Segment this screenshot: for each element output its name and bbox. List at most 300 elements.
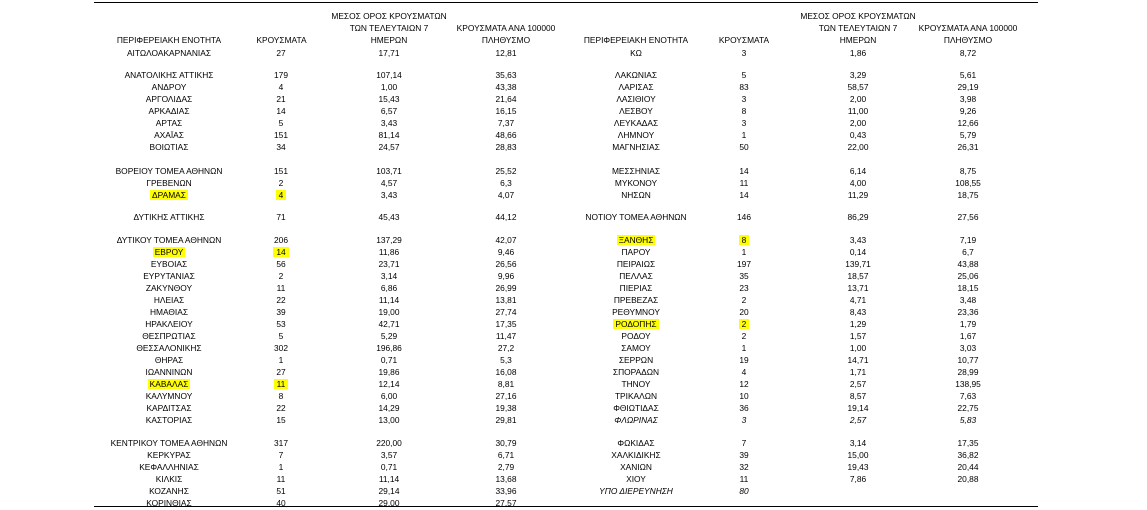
- left-row-cases-cell-text: 39: [276, 307, 286, 317]
- right-row-region-cell-text: ΣΠΟΡΑΔΩΝ: [612, 367, 660, 377]
- left-row-cases-cell-text: 151: [274, 166, 288, 176]
- left-row-avg-cell-text: 3,43: [380, 190, 398, 200]
- left-row-per100k-cell-text: 33,96: [495, 486, 517, 496]
- right-row-region-cell-text: ΜΥΚΟΝΟΥ: [614, 178, 658, 188]
- right-row-avg-cell-text: 14,71: [847, 355, 869, 365]
- right-row-per100k-cell-text: 8,72: [959, 48, 977, 58]
- left-row-region-cell-text: ΑΧΑΪΑΣ: [154, 130, 184, 140]
- header-avg-left-1: ΜΕΣΟΣ ΟΡΟΣ ΚΡΟΥΣΜΑΤΩΝ: [331, 11, 447, 21]
- right-row-per100k-cell: [888, 130, 1048, 140]
- header-avg-left-2: ΤΩΝ ΤΕΛΕΥΤΑΙΩΝ 7: [349, 23, 429, 33]
- left-row-region-cell-text: ΑΝΔΡΟΥ: [151, 82, 187, 92]
- right-row-per100k-cell: [888, 190, 1048, 200]
- right-row-cases-cell-text: 3: [741, 94, 747, 104]
- right-row-avg-cell-text: 1,86: [849, 48, 867, 58]
- right-row-region-cell-text: ΜΑΓΝΗΣΙΑΣ: [612, 142, 660, 152]
- left-row-region-cell-text: ΚΕΝΤΡΙΚΟΥ ΤΟΜΕΑ ΑΘΗΝΩΝ: [110, 438, 228, 448]
- right-row-region-cell-text: ΠΑΡΟΥ: [621, 247, 651, 257]
- left-row-cases-cell-text: 7: [278, 450, 284, 460]
- left-row-avg-cell-text: 45,43: [378, 212, 400, 222]
- right-row-per100k-cell: [888, 295, 1048, 305]
- right-row-region-cell-text: ΥΠΟ ΔΙΕΡΕΥΝΗΣΗ: [599, 486, 673, 496]
- right-row-per100k-cell-text: 36,82: [957, 450, 979, 460]
- left-row-region-cell-text: ΚΑΡΔΙΤΣΑΣ: [146, 403, 192, 413]
- left-row-cases-cell-text: 53: [276, 319, 286, 329]
- right-row-cases-cell-text: 39: [739, 450, 749, 460]
- right-row-per100k-cell: [888, 319, 1048, 329]
- right-row-cases-cell-text: 197: [737, 259, 751, 269]
- left-row-avg-cell-text: 11,14: [378, 474, 400, 484]
- left-row-per100k-cell-text: 4,07: [497, 190, 515, 200]
- left-row-avg-cell-text: 0,71: [380, 355, 398, 365]
- left-row-per100k-cell-text: 13,81: [495, 295, 517, 305]
- left-row-region-cell-text: ΕΒΡΟΥ: [154, 247, 184, 257]
- left-row-avg-cell-text: 24,57: [378, 142, 400, 152]
- left-row-per100k-cell-text: 19,38: [495, 403, 517, 413]
- right-row-per100k-cell: [888, 355, 1048, 365]
- left-row-cases-cell-text: 22: [276, 403, 286, 413]
- right-row-per100k-cell-text: 6,7: [962, 247, 974, 257]
- left-row-per100k-cell-text: 12,81: [495, 48, 517, 58]
- left-row-cases-cell-text: 21: [276, 94, 286, 104]
- left-row-region-cell-text: ΕΥΒΟΙΑΣ: [150, 259, 188, 269]
- right-row-avg-cell-text: 3,14: [849, 438, 867, 448]
- right-row-per100k-cell-text: 3,98: [959, 94, 977, 104]
- right-row-cases-cell-text: 11: [739, 178, 749, 188]
- left-row-cases-cell-text: 317: [274, 438, 288, 448]
- header-avg-right-3: ΗΜΕΡΩΝ: [839, 35, 877, 45]
- right-row-cases-cell-text: 23: [739, 283, 749, 293]
- right-row-avg-cell-text: 1,57: [849, 331, 867, 341]
- right-row-cases-cell-text: 50: [739, 142, 749, 152]
- right-row-avg-cell-text: 2,57: [849, 415, 867, 425]
- right-row-per100k-cell: [888, 142, 1048, 152]
- left-row-avg-cell-text: 3,14: [380, 271, 398, 281]
- left-row-cases-cell-text: 1: [278, 462, 284, 472]
- right-row-per100k-cell-text: 7,19: [959, 235, 977, 245]
- left-row-per100k-cell-text: 27,74: [495, 307, 517, 317]
- right-row-avg-cell-text: 18,57: [847, 271, 869, 281]
- left-row-cases-cell-text: 2: [278, 271, 284, 281]
- right-row-per100k-cell-text: 25,06: [957, 271, 979, 281]
- right-row-per100k-cell-text: 5,79: [959, 130, 977, 140]
- right-row-cases-cell-text: 10: [739, 391, 749, 401]
- left-row-cases-cell-text: 15: [276, 415, 286, 425]
- left-row-cases-cell-text: 206: [274, 235, 288, 245]
- right-row-per100k-cell-text: 27,56: [957, 212, 979, 222]
- left-row-avg-cell-text: 23,71: [378, 259, 400, 269]
- right-row-avg-cell-text: 15,00: [847, 450, 869, 460]
- right-row-cases-cell-text: 2: [739, 319, 750, 329]
- right-row-per100k-cell: [888, 438, 1048, 448]
- left-row-cases-cell-text: 8: [278, 391, 284, 401]
- right-row-region-cell-text: ΠΙΕΡΙΑΣ: [619, 283, 653, 293]
- left-row-cases-cell-text: 2: [278, 178, 284, 188]
- right-row-cases-cell-text: 3: [741, 118, 747, 128]
- right-row-avg-cell-text: 11,00: [847, 106, 869, 116]
- left-row-per100k-cell-text: 2,79: [497, 462, 515, 472]
- left-row-region-cell-text: ΚΑΛΥΜΝΟΥ: [145, 391, 193, 401]
- right-row-per100k-cell-text: 138,95: [955, 379, 981, 389]
- left-row-region-cell-text: ΔΡΑΜΑΣ: [152, 190, 186, 200]
- left-row-region-cell-text: ΑΡΓΟΛΙΔΑΣ: [145, 94, 193, 104]
- right-row-per100k-cell-text: 3,03: [959, 343, 977, 353]
- left-row-per100k-cell-text: 9,46: [497, 247, 515, 257]
- header-per100k-right-2: ΠΛΗΘΥΣΜΟ: [943, 35, 993, 45]
- right-row-per100k-cell-text: 28,99: [957, 367, 979, 377]
- right-row-region-cell-text: ΧΑΛΚΙΔΙΚΗΣ: [611, 450, 661, 460]
- right-row-per100k-cell-text: 5,61: [959, 70, 977, 80]
- left-row-cases-cell-text: 5: [278, 118, 284, 128]
- left-row-cases-cell-text: 302: [274, 343, 288, 353]
- right-row-per100k-cell-text: 1,79: [959, 319, 977, 329]
- left-row-cases-cell-text: 51: [276, 486, 286, 496]
- header-region-right: ΠΕΡΙΦΕΡΕΙΑΚΗ ΕΝΟΤΗΤΑ: [583, 35, 689, 45]
- left-row-region-cell-text: ΔΥΤΙΚΗΣ ΑΤΤΙΚΗΣ: [133, 212, 205, 222]
- left-row-per100k-cell-text: 6,71: [497, 450, 515, 460]
- left-row-region-cell-text: ΘΕΣΣΑΛΟΝΙΚΗΣ: [136, 343, 202, 353]
- left-row-cases-cell-text: 11: [276, 283, 286, 293]
- right-row-avg-cell-text: 7,86: [849, 474, 867, 484]
- right-row-region-cell-text: ΣΑΜΟΥ: [621, 343, 651, 353]
- right-row-avg-cell-text: 6,14: [849, 166, 867, 176]
- left-row-cases-cell-text: 4: [276, 190, 287, 200]
- left-row-per100k-cell-text: 13,68: [495, 474, 517, 484]
- left-row-avg-cell-text: 6,57: [380, 106, 398, 116]
- right-row-per100k-cell: [888, 212, 1048, 222]
- right-row-cases-cell: [664, 486, 824, 496]
- right-row-avg-cell-text: 3,29: [849, 70, 867, 80]
- header-avg-right-1: ΜΕΣΟΣ ΟΡΟΣ ΚΡΟΥΣΜΑΤΩΝ: [800, 11, 916, 21]
- left-row-per100k-cell-text: 42,07: [495, 235, 517, 245]
- left-row-avg-cell-text: 19,00: [378, 307, 400, 317]
- left-row-avg-cell-text: 11,14: [378, 295, 400, 305]
- right-row-cases-cell-text: 11: [739, 474, 749, 484]
- left-row-cases-cell-text: 27: [276, 48, 286, 58]
- right-row-per100k-cell: [888, 391, 1048, 401]
- right-row-per100k-cell: [888, 379, 1048, 389]
- right-row-cases-cell-text: 3: [741, 48, 747, 58]
- left-row-avg-cell-text: 11,86: [378, 247, 400, 257]
- header-avg-right-2: ΤΩΝ ΤΕΛΕΥΤΑΙΩΝ 7: [818, 23, 898, 33]
- right-row-cases-cell-text: 12: [739, 379, 749, 389]
- left-row-cases-cell-text: 151: [274, 130, 288, 140]
- left-row-per100k-cell-text: 35,63: [495, 70, 517, 80]
- left-row-per100k-cell-text: 21,64: [495, 94, 517, 104]
- right-row-avg-cell-text: 0,43: [849, 130, 867, 140]
- left-row-region-cell-text: ΑΡΚΑΔΙΑΣ: [148, 106, 190, 116]
- left-row-cases-cell-text: 22: [276, 295, 286, 305]
- right-row-per100k-cell: [888, 82, 1048, 92]
- right-row-per100k-cell-text: 17,35: [957, 438, 979, 448]
- right-row-per100k-cell-text: 9,26: [959, 106, 977, 116]
- right-row-per100k-cell: [888, 343, 1048, 353]
- right-row-per100k-cell: [888, 48, 1048, 58]
- right-row-per100k-cell-text: 12,66: [957, 118, 979, 128]
- left-row-region-cell-text: ΘΗΡΑΣ: [154, 355, 184, 365]
- left-row-avg-cell-text: 13,00: [378, 415, 400, 425]
- left-row-per100k-cell-text: 30,79: [495, 438, 517, 448]
- right-row-region-cell-text: ΦΘΙΩΤΙΔΑΣ: [613, 403, 659, 413]
- left-row-avg-cell-text: 137,29: [376, 235, 402, 245]
- left-row-avg-cell-text: 5,29: [380, 331, 398, 341]
- right-row-per100k-cell: [888, 94, 1048, 104]
- left-row-avg-cell-text: 3,43: [380, 118, 398, 128]
- left-row-per100k-cell-text: 44,12: [495, 212, 517, 222]
- left-row-region-cell-text: ΑΡΤΑΣ: [155, 118, 183, 128]
- header-region-left: ΠΕΡΙΦΕΡΕΙΑΚΗ ΕΝΟΤΗΤΑ: [116, 35, 222, 45]
- right-row-per100k-cell: [888, 247, 1048, 257]
- header-cases-left: ΚΡΟΥΣΜΑΤΑ: [256, 35, 307, 45]
- right-row-per100k-cell: [888, 462, 1048, 472]
- left-row-cases-cell-text: 14: [273, 247, 288, 257]
- left-row-per100k-cell-text: 27,57: [495, 498, 517, 508]
- right-row-cases-cell-text: 2: [741, 331, 747, 341]
- left-row-per100k-cell-text: 5,3: [500, 355, 512, 365]
- right-row-cases-cell-text: 2: [741, 295, 747, 305]
- right-row-per100k-cell-text: 20,88: [957, 474, 979, 484]
- right-row-per100k-cell: [888, 403, 1048, 413]
- right-row-region-cell-text: ΛΑΡΙΣΑΣ: [618, 82, 654, 92]
- left-row-cases-cell-text: 11: [274, 379, 289, 389]
- left-row-per100k-cell-text: 29,81: [495, 415, 517, 425]
- right-row-per100k-cell: [888, 118, 1048, 128]
- right-row-cases-cell-text: 19: [739, 355, 749, 365]
- left-row-avg-cell-text: 19,86: [378, 367, 400, 377]
- right-row-avg-cell-text: 1,71: [849, 367, 867, 377]
- right-row-per100k-cell-text: 108,55: [955, 178, 981, 188]
- right-row-cases-cell-text: 1: [741, 130, 747, 140]
- left-row-avg-cell-text: 6,00: [380, 391, 398, 401]
- left-row-cases-cell-text: 14: [276, 106, 286, 116]
- right-row-avg-cell-text: 0,14: [849, 247, 867, 257]
- right-row-avg-cell-text: 11,29: [847, 190, 869, 200]
- left-row-region-cell-text: ΕΥΡΥΤΑΝΙΑΣ: [143, 271, 195, 281]
- right-row-region-cell-text: ΠΕΙΡΑΙΩΣ: [616, 259, 656, 269]
- right-row-per100k-cell: [888, 178, 1048, 188]
- right-row-per100k-cell-text: 3,48: [959, 295, 977, 305]
- left-row-region-cell-text: ΚΕΡΚΥΡΑΣ: [147, 450, 191, 460]
- right-row-per100k-cell-text: 7,63: [959, 391, 977, 401]
- left-row-per100k-cell-text: 43,38: [495, 82, 517, 92]
- right-row-cases-cell-text: 7: [741, 438, 747, 448]
- right-row-region-cell-text: ΝΗΣΩΝ: [621, 190, 651, 200]
- right-row-avg-cell-text: 4,71: [849, 295, 867, 305]
- left-row-region-cell-text: ΒΟΡΕΙΟΥ ΤΟΜΕΑ ΑΘΗΝΩΝ: [115, 166, 223, 176]
- right-row-region-cell-text: ΛΕΣΒΟΥ: [619, 106, 653, 116]
- right-row-per100k-cell: [888, 259, 1048, 269]
- right-row-region-cell-text: ΤΗΝΟΥ: [621, 379, 651, 389]
- header-per100k-left-1: ΚΡΟΥΣΜΑΤΑ ΑΝΑ 100000: [456, 23, 556, 33]
- left-row-per100k-cell-text: 26,56: [495, 259, 517, 269]
- right-row-cases-cell-text: 14: [739, 166, 749, 176]
- left-row-cases-cell-text: 5: [278, 331, 284, 341]
- left-row-per100k-cell-text: 48,66: [495, 130, 517, 140]
- left-row-region-cell-text: ΚΑΣΤΟΡΙΑΣ: [145, 415, 193, 425]
- covid-cases-table: [94, 0, 1038, 510]
- right-row-avg-cell-text: 2,00: [849, 118, 867, 128]
- right-row-per100k-cell-text: 5,83: [959, 415, 977, 425]
- left-row-avg-cell-text: 4,57: [380, 178, 398, 188]
- right-row-per100k-cell: [888, 415, 1048, 425]
- left-row-cases-cell-text: 71: [276, 212, 286, 222]
- right-row-region-cell-text: ΛΕΥΚΑΔΑΣ: [613, 118, 659, 128]
- right-row-cases-cell-text: 35: [739, 271, 749, 281]
- left-row-cases-cell-text: 4: [278, 82, 284, 92]
- left-row-per100k-cell-text: 27,16: [495, 391, 517, 401]
- left-row-cases-cell-text: 56: [276, 259, 286, 269]
- right-row-region-cell-text: ΠΡΕΒΕΖΑΣ: [613, 295, 659, 305]
- left-row-per100k-cell-text: 16,15: [495, 106, 517, 116]
- left-row-cases-cell-text: 34: [276, 142, 286, 152]
- right-row-region-cell-text: ΚΩ: [630, 48, 642, 58]
- right-row-avg-cell-text: 13,71: [847, 283, 869, 293]
- right-row-per100k-cell-text: 1,67: [959, 331, 977, 341]
- right-row-avg-cell-text: 8,43: [849, 307, 867, 317]
- right-row-region-cell-text: ΧΑΝΙΩΝ: [620, 462, 652, 472]
- right-row-avg-cell-text: 1,00: [849, 343, 867, 353]
- left-row-region-cell-text: ΚΙΛΚΙΣ: [155, 474, 183, 484]
- right-row-cases-cell-text: 146: [737, 212, 751, 222]
- right-row-region-cell-text: ΛΗΜΝΟΥ: [617, 130, 655, 140]
- right-row-per100k-cell: [888, 331, 1048, 341]
- right-row-region-cell-text: ΛΑΣΙΘΙΟΥ: [616, 94, 656, 104]
- right-row-region-cell-text: ΡΕΘΥΜΝΟΥ: [612, 307, 660, 317]
- right-row-cases-cell-text: 5: [741, 70, 747, 80]
- right-row-region-cell-text: ΝΟΤΙΟΥ ΤΟΜΕΑ ΑΘΗΝΩΝ: [585, 212, 687, 222]
- header-cases-right: ΚΡΟΥΣΜΑΤΑ: [718, 35, 770, 45]
- right-row-region-cell-text: ΡΟΔΟΥ: [621, 331, 651, 341]
- left-row-avg-cell-text: 14,29: [378, 403, 400, 413]
- left-row-avg-cell-text: 6,86: [380, 283, 398, 293]
- right-row-per100k-cell: [888, 450, 1048, 460]
- right-row-cases-cell-text: 83: [739, 82, 749, 92]
- left-row-cases-cell-text: 1: [278, 355, 284, 365]
- left-row-region-cell-text: ΗΜΑΘΙΑΣ: [149, 307, 189, 317]
- right-row-per100k-cell-text: 43,88: [957, 259, 979, 269]
- left-row-region-cell-text: ΚΟΖΑΝΗΣ: [149, 486, 189, 496]
- right-row-per100k-cell-text: 29,19: [957, 82, 979, 92]
- left-row-avg-cell-text: 220,00: [376, 438, 402, 448]
- left-row-cases-cell-text: 179: [274, 70, 288, 80]
- right-row-avg-cell-text: 1,29: [849, 319, 867, 329]
- right-row-cases-cell-text: 1: [741, 247, 747, 257]
- left-row-avg-cell-text: 81,14: [378, 130, 400, 140]
- right-row-region-cell-text: ΛΑΚΩΝΙΑΣ: [614, 70, 658, 80]
- left-row-per100k-cell-text: 26,99: [495, 283, 517, 293]
- right-row-per100k-cell-text: 18,15: [957, 283, 979, 293]
- right-row-avg-cell-text: 19,43: [847, 462, 869, 472]
- left-row-cases-cell-text: 40: [276, 498, 286, 508]
- right-row-cases-cell-text: 14: [739, 190, 749, 200]
- right-row-region-cell-text: ΡΟΔΟΠΗΣ: [615, 319, 657, 329]
- right-row-cases-cell-text: 3: [741, 415, 747, 425]
- left-row-per100k-cell-text: 27,2: [497, 343, 515, 353]
- left-row-per100k-cell-text: 16,08: [495, 367, 517, 377]
- right-row-region-cell-text: ΦΩΚΙΔΑΣ: [617, 438, 655, 448]
- right-row-per100k-cell: [888, 70, 1048, 80]
- left-row-avg-cell-text: 29,14: [378, 486, 400, 496]
- right-row-region-cell-text: ΜΕΣΣΗΝΙΑΣ: [611, 166, 661, 176]
- right-row-per100k-cell-text: 20,44: [957, 462, 979, 472]
- right-row-cases-cell-text: 80: [739, 486, 749, 496]
- left-row-avg-cell-text: 0,71: [380, 462, 398, 472]
- right-row-per100k-cell-text: 22,75: [957, 403, 979, 413]
- right-row-avg-cell-text: 86,29: [847, 212, 869, 222]
- right-row-cases-cell-text: 32: [739, 462, 749, 472]
- right-row-avg-cell-text: 58,57: [847, 82, 869, 92]
- right-row-cases-cell-text: 8: [741, 106, 747, 116]
- right-row-avg-cell-text: 8,57: [849, 391, 867, 401]
- table-bottom-border: [94, 506, 1038, 507]
- left-row-per100k-cell-text: 7,37: [497, 118, 515, 128]
- right-row-per100k-cell-text: 10,77: [957, 355, 979, 365]
- right-row-avg-cell-text: 2,00: [849, 94, 867, 104]
- header-per100k-right-1: ΚΡΟΥΣΜΑΤΑ ΑΝΑ 100000: [918, 23, 1018, 33]
- left-row-region-cell-text: ΗΛΕΙΑΣ: [153, 295, 185, 305]
- right-row-per100k-cell-text: 26,31: [957, 142, 979, 152]
- right-row-region-cell-text: ΞΑΝΘΗΣ: [618, 235, 654, 245]
- left-row-per100k-cell-text: 9,96: [497, 271, 515, 281]
- right-row-per100k-cell: [888, 307, 1048, 317]
- right-row-per100k-cell-text: 18,75: [957, 190, 979, 200]
- left-row-avg-cell-text: 3,57: [380, 450, 398, 460]
- right-row-region-cell-text: ΠΕΛΛΑΣ: [619, 271, 653, 281]
- left-row-region-cell-text: ΓΡΕΒΕΝΩΝ: [146, 178, 192, 188]
- left-row-per100k-cell-text: 25,52: [495, 166, 517, 176]
- right-row-per100k-cell-text: 23,36: [957, 307, 979, 317]
- left-row-per100k-cell-text: 17,35: [495, 319, 517, 329]
- left-row-per100k-cell-text: 6,3: [500, 178, 512, 188]
- right-row-region-cell-text: ΦΛΩΡΙΝΑΣ: [614, 415, 658, 425]
- right-row-avg-cell-text: 22,00: [847, 142, 869, 152]
- right-row-per100k-cell: [888, 106, 1048, 116]
- right-row-per100k-cell: [888, 367, 1048, 377]
- right-row-per100k-cell: [888, 166, 1048, 176]
- left-row-avg-cell-text: 42,71: [378, 319, 400, 329]
- header-avg-left-3: ΗΜΕΡΩΝ: [370, 35, 408, 45]
- left-row-per100k-cell-text: 8,81: [497, 379, 515, 389]
- right-row-per100k-cell: [888, 235, 1048, 245]
- left-row-avg-cell-text: 1,00: [380, 82, 398, 92]
- left-row-avg-cell-text: 107,14: [376, 70, 402, 80]
- right-row-per100k-cell: [888, 474, 1048, 484]
- left-row-avg-cell-text: 196,86: [376, 343, 402, 353]
- right-row-per100k-cell-text: 8,75: [959, 166, 977, 176]
- left-row-cases-cell-text: 27: [276, 367, 286, 377]
- right-row-cases-cell-text: 4: [741, 367, 747, 377]
- left-row-region-cell-text: ΚΑΒΑΛΑΣ: [149, 379, 189, 389]
- right-row-region-cell-text: ΤΡΙΚΑΛΩΝ: [614, 391, 658, 401]
- left-row-per100k-cell-text: 28,83: [495, 142, 517, 152]
- right-row-per100k-cell: [888, 283, 1048, 293]
- left-row-per100k-cell-text: 11,47: [495, 331, 517, 341]
- right-row-cases-cell-text: 20: [739, 307, 749, 317]
- right-row-avg-cell-text: 2,57: [849, 379, 867, 389]
- left-row-region-cell-text: ΚΟΡΙΝΘΙΑΣ: [146, 498, 192, 508]
- left-row-region-cell-text: ΒΟΙΩΤΙΑΣ: [149, 142, 189, 152]
- right-row-avg-cell-text: 3,43: [849, 235, 867, 245]
- left-row-cases-cell-text: 11: [276, 474, 286, 484]
- right-row-cases-cell-text: 36: [739, 403, 749, 413]
- right-row-per100k-cell: [888, 271, 1048, 281]
- left-row-region-cell-text: ΑΙΤΩΛΟΑΚΑΡΝΑΝΙΑΣ: [126, 48, 212, 58]
- right-row-cases-cell-text: 8: [739, 235, 750, 245]
- left-row-region-cell-text: ΑΝΑΤΟΛΙΚΗΣ ΑΤΤΙΚΗΣ: [124, 70, 214, 80]
- left-row-region-cell-text: ΗΡΑΚΛΕΙΟΥ: [145, 319, 193, 329]
- left-row-avg-cell-text: 103,71: [376, 166, 402, 176]
- header-per100k-left-2: ΠΛΗΘΥΣΜΟ: [481, 35, 531, 45]
